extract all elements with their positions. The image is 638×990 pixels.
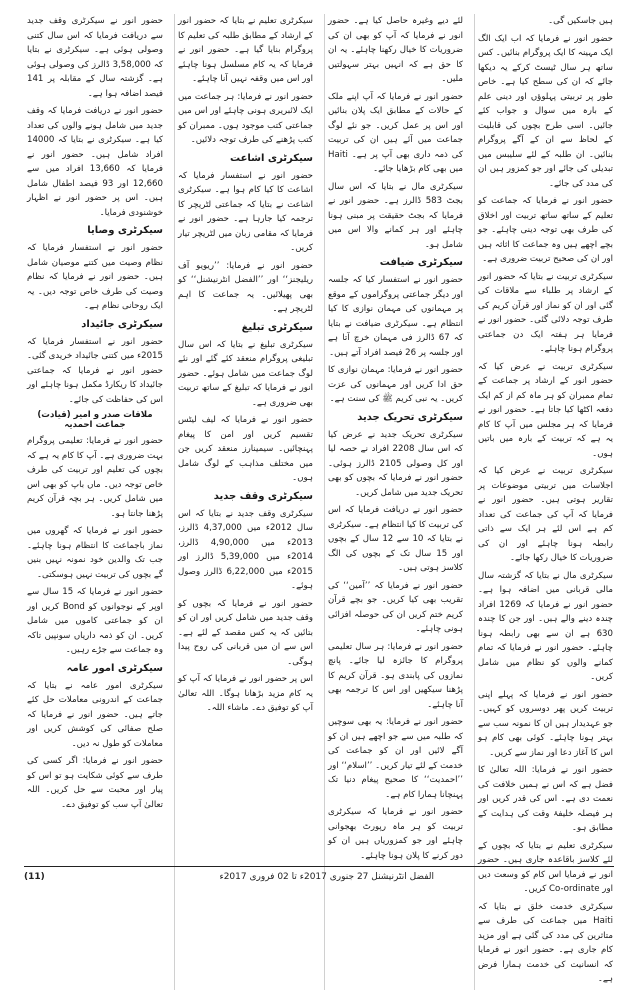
section-heading: سیکرٹری تبلیغ: [241, 321, 313, 333]
page-footer: [24, 866, 614, 887]
article-paragraph: حضور انور نے دریافت فرمایا کہ اس کی تربیت کا کیا انتظام ہے۔ سیکرٹری نے بتایا کہ 10 سے 12 سال کے بچوں اور 15 سال تک کے بچوں کی الگ کلاسز ہوتی ہیں۔: [328, 505, 464, 573]
article-paragraph: حضور انور نے فرمایا: اللہ تعالیٰ کا فضل ہے کہ اس نے ہمیں خلافت کی نعمت دی ہے۔ اس کی قدر کریں اور ہر فیصلہ خلیفۂ وقت کی ہدایت کے مطابق ہو۔: [478, 765, 613, 833]
article-paragraph: سیکرٹری خدمت خلق نے بتایا کہ Haiti میں جماعت کی طرف سے متاثرین کی مدد کی گئی ہے اور مزید کام جاری ہے۔ حضور انور نے فرمایا کہ انسانیت کی خدمت ہمارا فرض ہے۔: [478, 901, 613, 984]
article-paragraph: سیکرٹری مال نے بتایا کہ گزشتہ سال مالی قربانی میں اضافہ ہوا ہے۔ حضور انور نے فرمایا کہ 1269 افراد چندہ دینے والے ہیں۔ اور جن کا چندہ 630 ہے ان سے بھی رابطہ ہونا چاہئے۔ حضور انور نے فرمایا کہ تمام کمانے والوں کو نظام میں شامل کریں۔: [478, 570, 613, 682]
article-paragraph: سیکرٹری تربیت نے عرض کیا کہ حضور انور کے ارشاد پر جماعت کے تمام ممبران کو ہر ماہ کم از کم ایک دفعہ اکٹھا کیا جاتا ہے۔ حضور انور نے فرمایا کہ ہر مجلس میں آپ کا کام یہ ہے کہ تربیت کے بارہ میں باتیں ہوں۔: [478, 361, 613, 459]
article-paragraph: سیکرٹری تعلیم نے بتایا کہ بچوں کے لئے کلاسز باقاعدہ جاری ہیں۔ حضور انور نے فرمایا اس کام کو وسعت دیں اور Co-ordinate کریں۔: [478, 840, 613, 894]
article-paragraph: حضور انور نے فرمایا کہ اب ایک الگ ایک مہینہ کا ایک پروگرام بنائیں۔ کس ساتھ ہر سال ٹیسٹ کرکے یہ دیکھا جائے کہ ان کی سطح کیا ہے۔ خاص طور پر تربیتی پہلوؤں اور دینی علم کے بارہ میں سوال و جواب کئے جائیں۔ اسی طرح بچوں کی قابلیت کے لحاظ سے ان کے آگے پروگرام بنائیں۔ ان طلبہ کے لئے سلیبس میں تبدیلی کی جائے اور جو کمزور ہیں ان کی مدد کی جائے۔: [478, 33, 613, 189]
column-3: [174, 14, 316, 990]
article-paragraph: حضور انور نے فرمایا: ’’ریویو آف ریلیجنز‘‘ اور ’’الفضل انٹرنیشنل‘‘ کو بھی پھیلائیں۔ یہ جماعت کا اہم لٹریچر ہے۔: [178, 260, 313, 314]
section-heading: سیکرٹری اشاعت: [229, 152, 313, 164]
article-paragraph: حضور انور نے استفسار فرمایا کہ نظام وصیت میں کتنے موصیان شامل ہیں۔ حضور انور نے فرمایا کہ نظام وصیت کی طرف خاص توجہ دیں۔ یہ ایک روحانی نظام ہے۔: [27, 243, 163, 311]
article-paragraph: سیکرٹری وقف جدید نے بتایا کہ اس سال 2012ء میں 4,37,000 ڈالرز، 2013ء میں 4,90,000 ڈالرز، 2014ء میں 5,39,000 ڈالرز اور 2015ء میں 6,22,000 ڈالرز وصول ہوئے۔: [178, 508, 313, 591]
section-heading: سیکرٹری جائیداد: [81, 318, 163, 330]
article-paragraph: ہیں جاسکیں گی۔: [548, 16, 613, 26]
article-paragraph: حضور انور نے استفسار فرمایا کہ 2015ء میں کتنی جائیداد خریدی گئی۔ حضور انور نے فرمایا کہ جماعتی جائیداد کا ریکارڈ مکمل ہونا چاہئے اور اس کی حفاظت کی جائے۔: [27, 336, 163, 405]
article-paragraph: سیکرٹری مال نے بتایا کہ اس سال بجٹ 583 ڈالرز ہے۔ حضور انور نے فرمایا کہ بجٹ حقیقت پر مبنی ہونا چاہئے اور ہر کمانے والا اس میں شامل ہو۔: [328, 181, 464, 250]
article-paragraph: حضور انور نے فرمایا کہ گھروں میں نماز باجماعت کا انتظام ہونا چاہئے۔ جب تک والدین خود نمونہ نہیں بنیں گے بچوں کی تربیت نہیں ہوسکتی۔: [27, 526, 163, 580]
article-paragraph: سیکرٹری تربیت نے بتایا کہ حضور انور کے ارشاد پر طلباء سے ملاقات کی گئی اور ان کو نماز اور قرآن کریم کی طرف توجہ دلائی گئی۔ حضور انور نے فرمایا ہر ہفتہ ایک دن جماعتی پروگرام ہونا چاہئے۔: [478, 271, 613, 354]
article-paragraph: لئے دیے وغیرہ حاصل کیا ہے۔ حضور انور نے فرمایا کہ آپ کو بھی ان کی ضروریات کا خیال رکھنا چاہئے۔ یہ ان کا حق ہے کہ انہیں بہتر سہولتیں ملیں۔: [328, 16, 463, 84]
article-paragraph: حضور انور نے فرمایا کہ آپ اپنے ملک کے حالات کے مطابق ایک پلان بنائیں اور اس پر عمل کریں۔ جو نئے لوگ جماعت میں آئے ہیں ان کی تربیت کی ذمہ داری بھی آپ پر ہے۔ Haiti میں بھی کام بڑھایا جائے۔: [328, 91, 463, 174]
article-paragraph: حضور انور نے دریافت فرمایا کہ وقف جدید میں شامل ہونے والوں کی تعداد کیا ہے۔ سیکرٹری نے بتایا کہ 14000 افراد شامل ہیں۔ حضور انور نے فرمایا کہ 13,660 افراد میں سے 12,660 اور 93 فیصد اطفال شامل ہیں۔ اس پر حضور انور نے اظہار خوشنودی فرمایا۔: [27, 106, 163, 218]
section-heading: سیکرٹری تحریک جدید: [357, 411, 463, 423]
page-number: (11): [24, 872, 45, 882]
article-paragraph: حضور انور نے فرمایا کہ ’’آمین‘‘ کی تقریب بھی کیا کریں۔ جو بچے قرآن کریم ختم کریں ان کی حوصلہ افزائی ہونی چاہئے۔: [328, 580, 463, 634]
article-paragraph: حضور انور نے فرمایا کہ 15 سال سے اوپر کے نوجوانوں کو Bond کریں اور ان کو جماعتی کاموں میں شامل کریں۔ ان کو ذمہ داریاں سونپیں تاکہ وہ جماعت سے جڑے رہیں۔: [27, 587, 164, 655]
article-paragraph: حضور انور نے سیکرٹری وقف جدید سے دریافت فرمایا کہ اس سال کتنی وصولی ہوئی ہے۔ سیکرٹری نے بتایا کہ 3,58,000 ڈالرز کی وصولی ہوئی ہے۔ گزشتہ سال کے مقابلہ پر 141 فیصد اضافہ ہوا ہے۔: [27, 16, 163, 99]
article-paragraph: حضور انور نے فرمایا کہ پہلے اپنی تربیت کریں پھر دوسروں کو کہیں۔ جو عہدیدار ہیں ان کا نمونہ سب سے بہتر ہونا چاہئے۔ کوئی بھی کام ہو اس کا آغاز دعا اور نماز سے کریں۔: [478, 689, 613, 758]
article-paragraph: حضور انور نے فرمایا: مہمان نوازی کا حق ادا کریں اور مہمانوں کی عزت کریں۔ یہ نبی کریم ﷺ کی سنت ہے۔: [328, 365, 463, 404]
issue-date: الفضل انٹرنیشنل 27 جنوری 2017ء تا 02 فروری 2017ء: [219, 872, 434, 882]
article-paragraph: حضور انور نے استفسار فرمایا کہ اشاعت کا کیا کام ہوا ہے۔ سیکرٹری اشاعت نے بتایا کہ جماعتی لٹریچر کا ترجمہ کیا جارہا ہے۔ حضور انور نے فرمایا کہ مقامی زبان میں لٹریچر تیار کریں۔: [178, 170, 313, 253]
article-paragraph: حضور انور نے فرمایا: تعلیمی پروگرام بہت ضروری ہے۔ آپ کا کام یہ ہے کہ بچوں کی تعلیم اور تربیت کی طرف خاص توجہ دیں۔ ماں باپ کو بھی اس میں شامل کریں۔ ہر بچہ قرآن کریم پڑھنا جانتا ہو۔: [27, 436, 163, 519]
section-heading: سیکرٹری وقف جدید: [213, 490, 313, 502]
article-paragraph: سیکرٹری امور عامہ نے بتایا کہ جماعت کے اندرونی معاملات حل کئے جاتے ہیں۔ حضور انور نے فرمایا کہ صلح صفائی کی کوشش کریں اور معاملات کو طول نہ دیں۔: [27, 680, 163, 749]
article-paragraph: اس پر حضور انور نے فرمایا کہ آپ کو یہ کام مزید بڑھانا ہوگا۔ اللہ تعالیٰ آپ کو توفیق دے۔ ماشاء اللہ۔: [178, 674, 313, 713]
column-4: [24, 14, 166, 990]
article-paragraph: حضور انور نے فرمایا: یہ بھی سوچیں کہ طلبہ میں سے جو اچھے ہیں ان کو آگے لائیں اور ان کو جماعت کی خدمت کے لئے تیار کریں۔ ’’اسلام‘‘ اور ’’احمدیت‘‘ کا صحیح پیغام دنیا تک پہنچانا ہمارا کام ہے۔: [328, 717, 463, 800]
article-paragraph: سیکرٹری تحریک جدید نے عرض کیا کہ اس سال 2208 افراد نے حصہ لیا اور کل وصولی 2105 ڈالرز ہوئی۔ حضور انور نے فرمایا کہ بچوں کو بھی تحریک جدید میں شامل کریں۔: [328, 429, 464, 498]
article-paragraph: سیکرٹری تبلیغ نے بتایا کہ اس سال تبلیغی پروگرام منعقد کئے گئے اور نئے لوگ جماعت میں شامل ہوئے۔ حضور انور نے فرمایا کہ تبلیغ کے ساتھ تربیت بھی ضروری ہے۔: [178, 339, 313, 408]
section-heading: سیکرٹری وصایا: [87, 225, 163, 236]
column-2: [324, 14, 466, 990]
column-1: [474, 14, 616, 990]
article-paragraph: حضور انور نے فرمایا: ہر جماعت میں ایک لائبریری ہونی چاہئے اور اس میں جماعتی کتب موجود ہوں۔ ممبران کو کتب پڑھنے کی طرف توجہ دلائیں۔: [178, 91, 313, 145]
article-paragraph: حضور انور نے فرمایا کہ لیف لیٹس تقسیم کریں اور امن کا پیغام پہنچائیں۔ سیمینارز منعقد کریں جن میں مختلف مذاہب کے لوگ شامل ہوں۔: [178, 415, 313, 483]
article-paragraph: حضور انور نے فرمایا کہ بچوں کو وقف جدید میں شامل کریں اور ان کو بتائیں کہ یہ کس مقصد کے لئے ہے۔ اس سے ان میں قربانی کی روح پیدا ہوگی۔: [178, 598, 313, 667]
section-title: ملاقات صدر و امیر (قیادت) جماعت احمدیہ: [37, 410, 153, 430]
article-paragraph: حضور انور نے فرمایا: ہر سال تعلیمی پروگرام کا جائزہ لیا جائے۔ پانچ نمازوں کی پابندی ہو۔ قرآن کریم کا پڑھنا سیکھیں اور اس کا ترجمہ بھی آنا چاہئے۔: [328, 641, 463, 710]
article-paragraph: حضور انور نے فرمایا: اگر کسی کی طرف سے کوئی شکایت ہو تو اس کو پیار اور محبت سے حل کریں۔ اللہ تعالیٰ آپ سب کو توفیق دے۔: [27, 756, 163, 810]
section-heading: سیکرٹری امور عامہ: [66, 662, 163, 674]
article-paragraph: حضور انور نے استفسار کیا کہ جلسہ اور دیگر جماعتی پروگراموں کے موقع پر مہمانوں کی مہمان نوازی کا کیا انتظام ہے۔ سیکرٹری ضیافت نے بتایا کہ 67 ڈالرز فی مہمان خرچ آتا ہے اور جلسہ پر 26 فیصد افراد آتے ہیں۔: [328, 275, 464, 358]
article-paragraph: حضور انور نے فرمایا کہ سیکرٹری تربیت کو ہر ماہ رپورٹ بھجوانی چاہئے اور جو کمزوریاں ہیں ان کو دور کرنے کا پلان ہونا چاہئے۔: [328, 807, 463, 861]
article-paragraph: سیکرٹری تعلیم نے بتایا کہ حضور انور کے ارشاد کے مطابق طلبہ کی تعلیم کا پروگرام بنایا گیا ہے۔ حضور انور نے فرمایا کہ یہ کام مسلسل ہونا چاہئے اور اس میں وقفہ نہیں آنا چاہئے۔: [178, 16, 313, 84]
article-paragraph: سیکرٹری تربیت نے عرض کیا کہ اجلاسات میں تربیتی موضوعات پر تقاریر ہوتی ہیں۔ حضور انور نے فرمایا کہ آپ کی جماعت کی تعداد کم ہے اس لئے ہر ایک سے ذاتی رابطہ ہونا چاہئے اور ان کی ضروریات کا خیال رکھا جائے۔: [478, 466, 613, 563]
section-heading: سیکرٹری ضیافت: [379, 257, 463, 268]
article-paragraph: حضور انور نے فرمایا کہ جماعت کو تعلیم کے ساتھ ساتھ تربیت اور اخلاق کی طرف بھی توجہ دینی چاہئے۔ جو بچے اچھے ہیں وہ جماعت کا اثاثہ ہیں اور ان کی صحیح تربیت ضروری ہے۔: [478, 196, 613, 264]
